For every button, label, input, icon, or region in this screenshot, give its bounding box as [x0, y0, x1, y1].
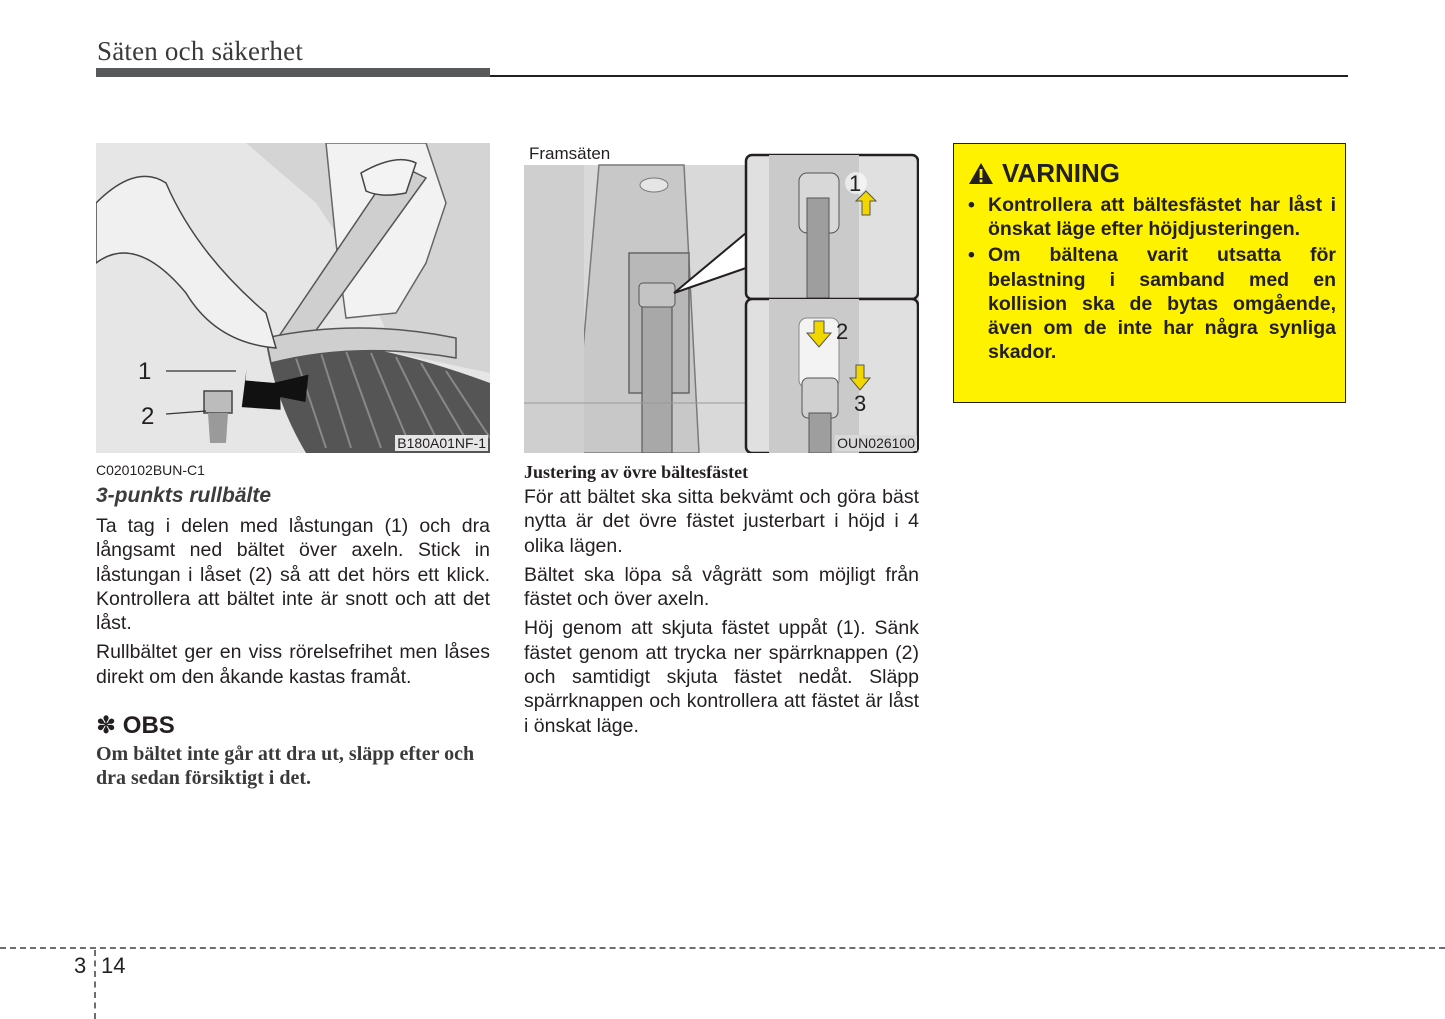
- section-heading: Justering av övre bältesfästet: [524, 462, 749, 482]
- footer-dashed-divider: [94, 950, 96, 1019]
- page-title: Säten och säkerhet: [97, 36, 304, 66]
- callout-1: 1: [138, 358, 152, 385]
- middle-column: [524, 462, 919, 743]
- figure-anchor-adjustment: [524, 143, 919, 453]
- warning-triangle-icon: [968, 162, 994, 185]
- page-number: 14: [101, 953, 126, 978]
- warning-title: VARNING: [1002, 158, 1120, 188]
- paragraph: Rullbältet ger en viss rörelsefrihet men låses direkt om den åkande kastas framåt.: [96, 641, 490, 688]
- figure-code: B180A01NF-1: [397, 435, 486, 451]
- code-reference: C020102BUN-C1: [96, 462, 205, 478]
- callout-3: 3: [854, 391, 867, 416]
- figure-code: OUN026100: [837, 435, 915, 451]
- callout-1: 1: [849, 171, 862, 196]
- warning-box: [953, 143, 1346, 403]
- seatbelt-illustration: [96, 143, 490, 453]
- obs-title: OBS: [122, 712, 175, 740]
- section-heading: 3-punkts rullbälte: [96, 484, 272, 507]
- callout-2: 2: [836, 319, 849, 344]
- chapter-number: 3: [74, 953, 87, 978]
- callout-2: 2: [141, 403, 155, 430]
- paragraph: För att bältet ska sitta bekvämt och göra bäst nytta är det övre fästet justerbart i höjd i 4 olika lägen.: [524, 486, 919, 557]
- obs-note: [96, 711, 490, 790]
- header-rule-thick: [96, 68, 490, 77]
- footer-dashed-rule: [0, 947, 1445, 949]
- anchor-illustration: [524, 143, 919, 453]
- obs-text: Om bältet inte går att dra ut, släpp efter och dra sedan försiktigt i det.: [96, 743, 475, 790]
- paragraph: Ta tag i delen med låstungan (1) och dra långsamt ned bältet över axeln. Stick in låstungan i låset (2) så att det hörs ett klick. Kontrollera att bältet inte är snott och att det låst.: [96, 515, 490, 635]
- paragraph: Bältet ska löpa så vågrätt som möjligt från fästet och över axeln.: [524, 563, 919, 611]
- figure-seatbelt-fastening: [96, 143, 490, 453]
- left-column: [96, 462, 490, 790]
- warning-list: [966, 193, 1336, 366]
- header-rule-thin: [490, 75, 1348, 77]
- figure-label: Framsäten: [529, 144, 611, 163]
- asterisk-icon: ✽: [96, 712, 117, 740]
- paragraph: Höj genom att skjuta fästet uppåt (1). Sänk fästet genom att trycka ner spärrknappen (2) och samtidigt skjuta fästet nedåt. Släpp spärrknappen och kontrollera att fästet är låst i önskat läge.: [524, 617, 919, 737]
- warning-item: • Om bältena varit utsatta för belastning i samband med en kollision ska de bytas omgående, även om de inte har några synliga skador.: [966, 243, 1336, 364]
- obs-heading: [96, 711, 490, 740]
- warning-item: • Kontrollera att bältesfästet har låst i önskat läge efter höjdjusteringen.: [966, 193, 1336, 241]
- warning-header: [968, 158, 1120, 189]
